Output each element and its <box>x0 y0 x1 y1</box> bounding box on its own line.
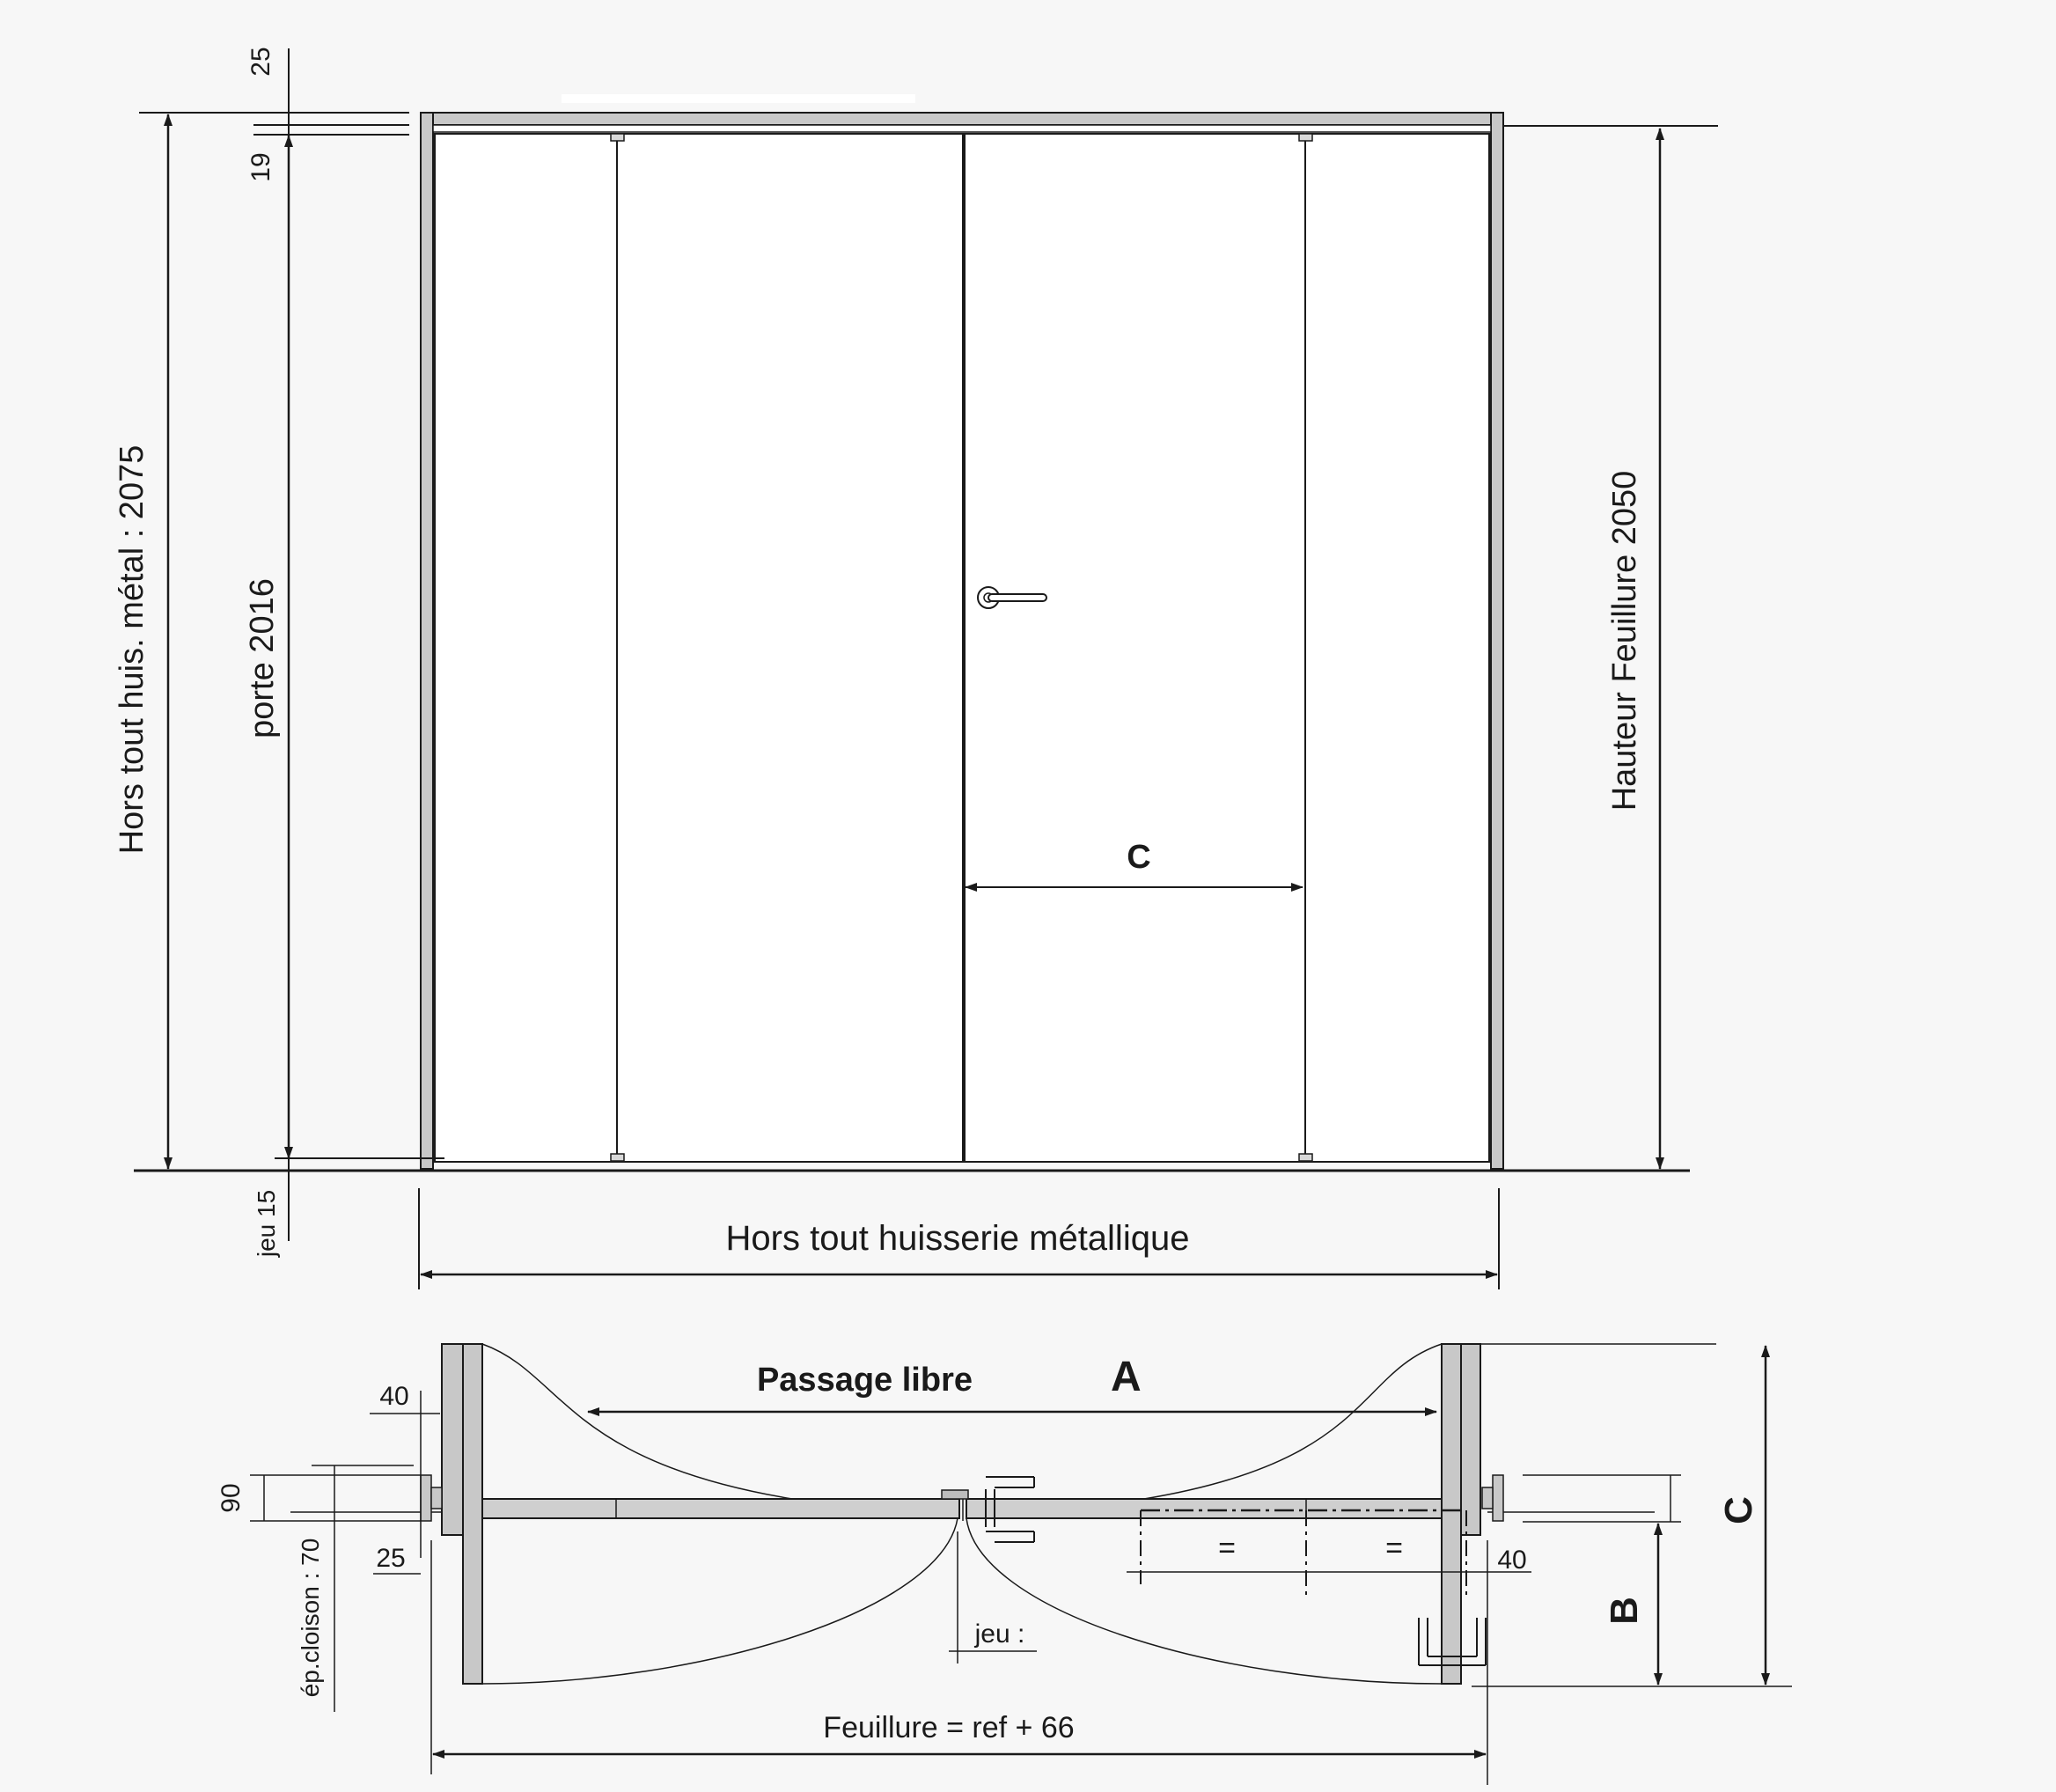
label-b: B <box>1603 1597 1646 1625</box>
label-feuillure: Feuillure = ref + 66 <box>823 1711 1075 1744</box>
dim-40-right: 40 <box>1497 1546 1527 1575</box>
label-equal-2: = <box>1385 1531 1403 1565</box>
label-hauteur-feuillure: Hauteur Feuillure 2050 <box>1606 470 1643 812</box>
label-a: A <box>1111 1354 1142 1400</box>
label-passage-libre: Passage libre <box>756 1362 973 1399</box>
label-equal-1: = <box>1218 1531 1236 1565</box>
left-door-leaf <box>435 134 963 1162</box>
label-jeu-15: jeu 15 <box>253 1189 280 1258</box>
label-c-elevation: C <box>1127 839 1151 876</box>
left-leaf-plan <box>482 1499 959 1518</box>
label-hors-tout-huisserie: Hors tout huisserie métallique <box>725 1219 1190 1258</box>
label-porte: porte 2016 <box>244 578 281 738</box>
label-c-plan: C <box>1717 1496 1760 1524</box>
dim-90: 90 <box>217 1483 246 1513</box>
dim-19-elevation: 19 <box>246 152 275 182</box>
label-ep-cloison: ép.cloison : 70 <box>297 1538 324 1698</box>
label-hors-tout-metal: Hors tout huis. métal : 2075 <box>114 444 151 855</box>
dim-40-left: 40 <box>379 1382 409 1411</box>
right-door-leaf <box>965 134 1489 1162</box>
label-jeu: jeu : <box>974 1619 1025 1649</box>
top-highlight <box>562 94 915 103</box>
right-leaf-plan <box>966 1499 1442 1518</box>
dim-25-elevation: 25 <box>246 47 275 77</box>
dim-25-plan: 25 <box>376 1544 406 1573</box>
